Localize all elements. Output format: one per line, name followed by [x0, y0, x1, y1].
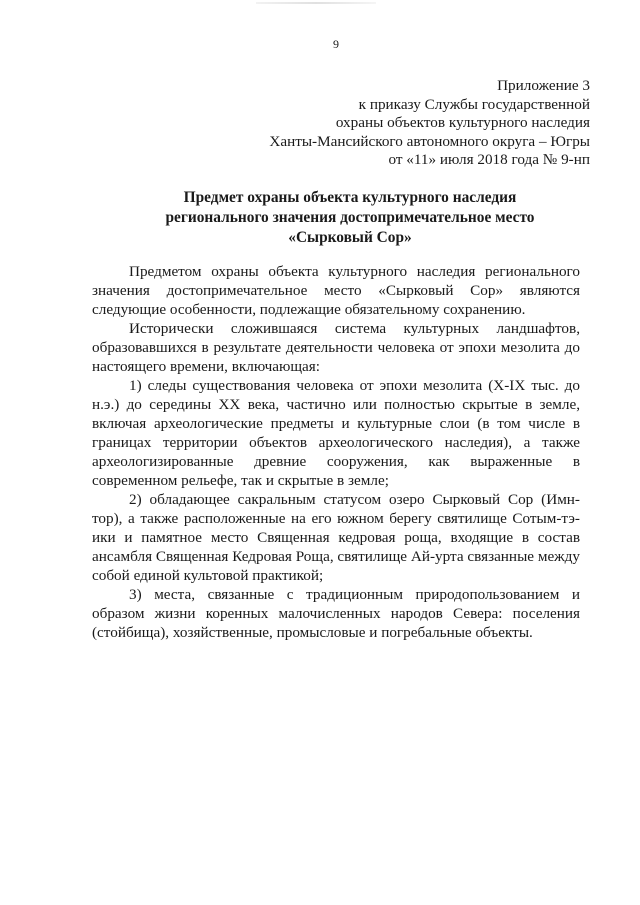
appendix-header: [269, 77, 590, 170]
appendix-line-date: от «11» июля 2018 года № 9-нп: [388, 151, 590, 168]
paragraph-item-2: 2) обладающее сакральным статусом озеро Сырковый Сор (Имн-тор), а также расположенные на его южном берегу святилище Сотым-тэ-ики и памятное место Священная кедровая роща, входящие в состав ансамбля Священная Кедровая Роща, святилище Ай-урта связанные между собой единой культовой практикой;: [92, 491, 580, 584]
scan-artifact: [256, 2, 376, 4]
paragraph-item-1: 1) следы существования человека от эпохи мезолита (X-IX тыс. до н.э.) до середины XX века, частично или полностью скрытые в земле, включая археологические предметы и культурные слои (в том числе в границах территории объектов археологического наследия), а также археологизированные древние сооружения, как выраженные в современном рельефе, так и скрытые в земле;: [92, 377, 580, 489]
paragraph-intro: Предметом охраны объекта культурного наследия регионального значения достопримечательное место «Сырковый Сор» являются следующие особенности, подлежащие обязательному сохранению.: [92, 263, 580, 318]
title-line-3: «Сырковый Сор»: [288, 229, 412, 246]
paragraph-item-3: 3) места, связанные с традиционным природопользованием и образом жизни коренных малочисленных народов Севера: поселения (стойбища), хозяйственные, промысловые и погребальные объекты.: [92, 586, 580, 641]
document-title: [90, 188, 610, 248]
page-number: 9: [333, 37, 339, 51]
appendix-line-service: охраны объектов культурного наследия: [335, 114, 590, 131]
title-line-1: Предмет охраны объекта культурного наследия: [183, 189, 517, 206]
appendix-line-order: к приказу Службы государственной: [358, 95, 590, 113]
title-line-2: регионального значения достопримечательное место: [165, 209, 535, 226]
appendix-line-number: Приложение 3: [497, 77, 590, 94]
paragraph-landscape-system: Исторически сложившаяся система культурных ландшафтов, образовавшихся в результате деятельности человека от эпохи мезолита до настоящего времени, включающая:: [92, 320, 580, 375]
document-body: [92, 262, 580, 642]
appendix-line-region: Ханты-Мансийского автономного округа – Югры: [269, 132, 590, 150]
